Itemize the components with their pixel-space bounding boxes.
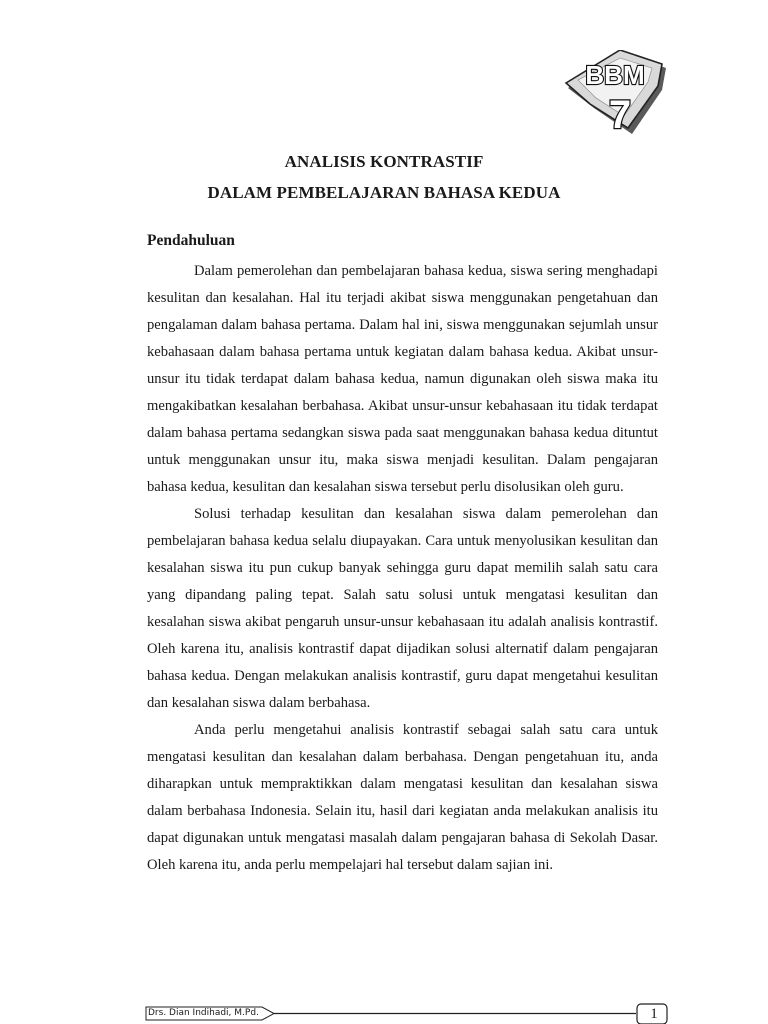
paragraph: Dalam pemerolehan dan pembelajaran bahasa kedua, siswa sering menghadapi kesulitan dan kesalahan. Hal itu terjadi akibat siswa menggunakan pengetahuan dan pengalaman dalam bahasa pertama. Dalam hal ini, siswa menggunakan sejumlah unsur kebahasaan dalam bahasa pertama untuk kegiatan dalam bahasa kedua. Akibat unsur-unsur itu tidak terdapat dalam bahasa kedua, namun digunakan oleh siswa maka itu mengakibatkan kesalahan berbahasa. Akibat unsur-unsur kebahasaan itu tidak terdapat dalam bahasa pertama sedangkan siswa pada saat menggunakan bahasa kedua dituntut untuk menggunakan unsur itu, maka siswa menjadi kesulitan. Dalam pengajaran bahasa kedua, kesulitan dan kesalahan siswa tersebut perlu disolusikan oleh guru. xyxy=(147,263,658,495)
badge-number: 7 xyxy=(608,93,632,136)
paragraph: Anda perlu mengetahui analisis kontrastif sebagai salah satu cara untuk mengatasi kesulitan dan kesalahan dalam berbahasa. Dengan pengetahuan itu, anda diharapkan untuk mempraktikkan dalam mengatasi kesulitan dan kesalahan siswa dalam berbahasa Indonesia. Selain itu, hasil dari kegiatan anda melakukan analisis itu dapat digunakan untuk mengatasi masalah dalam pengajaran bahasa di Sekolah Dasar. Oleh karena itu, anda perlu mempelajari hal tersebut dalam sajian ini. xyxy=(147,722,658,873)
footer-author: Drs. Dian Indihadi, M.Pd. xyxy=(148,1008,259,1018)
badge-label: BBM xyxy=(585,60,645,90)
page-footer xyxy=(0,1003,768,1024)
body-text xyxy=(147,258,658,879)
chapter-title xyxy=(0,146,768,208)
bbm-badge xyxy=(562,50,672,136)
paragraph: Solusi terhadap kesulitan dan kesalahan siswa dalam pemerolehan dan pembelajaran bahasa kedua selalu diupayakan. Cara untuk menyolusikan kesulitan dan kesalahan siswa itu pun cukup banyak sehingga guru dapat memilih salah satu cara yang dipandang paling tepat. Salah satu solusi untuk mengatasi kesulitan dan kesalahan siswa akibat pengaruh unsur-unsur kebahasaan itu adalah analisis kontrastif. Oleh karena itu, analisis kontrastif dapat dijadikan solusi alternatif dalam pengajaran bahasa kedua. Dengan melakukan analisis kontrastif, guru dapat mengetahui kesulitan dan kesalahan siswa dalam berbahasa. xyxy=(147,506,658,711)
page-number: 1 xyxy=(650,1006,658,1022)
section-heading: Pendahuluan xyxy=(147,232,235,249)
title-line-2: DALAM PEMBELAJARAN BAHASA KEDUA xyxy=(207,183,561,202)
title-line-1: ANALISIS KONTRASTIF xyxy=(284,152,484,171)
